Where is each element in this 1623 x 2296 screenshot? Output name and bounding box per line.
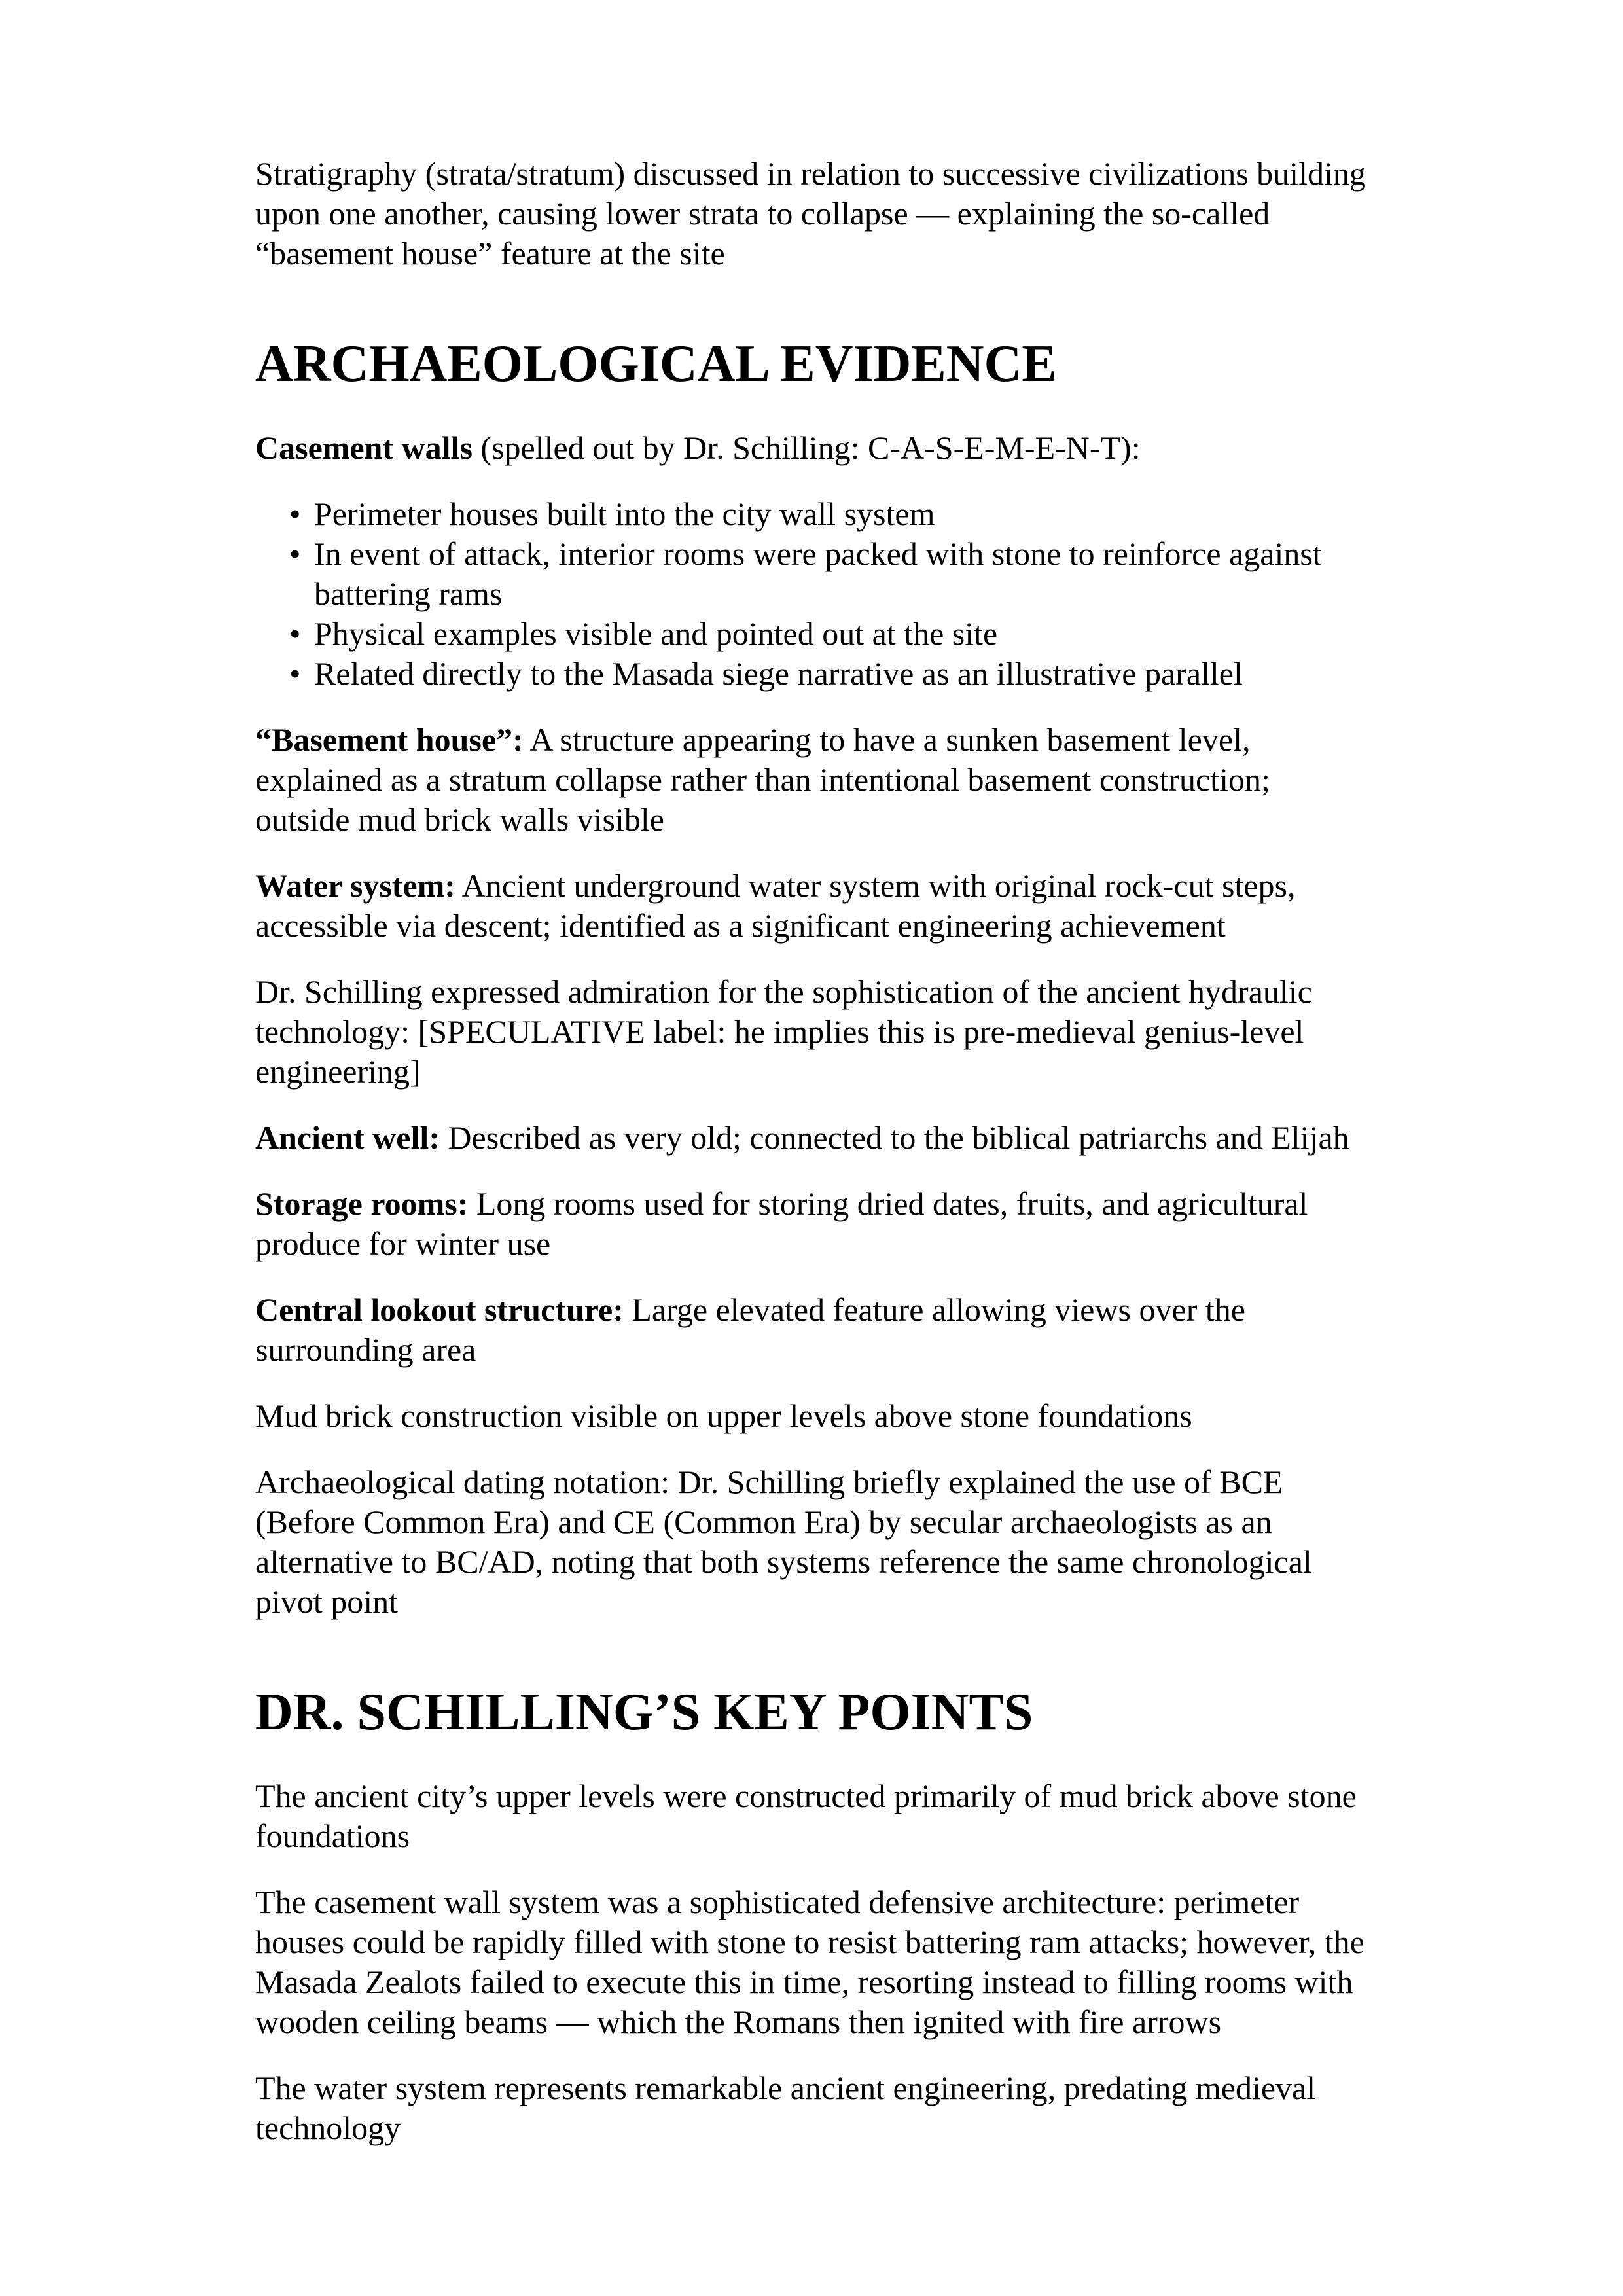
text-line [255,866,1368,906]
text-line [255,800,1368,840]
bold-run: Water system: [255,867,455,904]
text-run: Long rooms used for storing dried dates, fruits, and agricultural [468,1185,1308,1222]
text-run: In event of attack, interior rooms were packed with stone to reinforce against [314,535,1322,572]
text-run: Stratigraphy (strata/stratum) discussed in relation to successive civilizations building [255,155,1366,192]
text-run: alternative to BC/AD, noting that both systems reference the same chronological [255,1543,1312,1580]
text-run: “basement house” feature at the site [255,235,725,272]
text-run: Perimeter houses built into the city wall system [314,495,935,532]
list-item [314,534,1368,614]
text-run: (spelled out by Dr. Schilling: C-A-S-E-M-E-N-T): [472,429,1141,466]
bold-run: Casement walls [255,429,473,466]
text-line [255,1290,1368,1330]
text-line [255,1330,1368,1370]
text-line [255,1816,1368,1856]
text-line [255,1012,1368,1052]
text-line [255,1052,1368,1092]
paragraph [255,1462,1368,1622]
text-run: Related directly to the Masada siege narrative as an illustrative parallel [314,655,1243,692]
text-run: wooden ceiling beams — which the Romans then ignited with fire arrows [255,2003,1222,2040]
paragraph [255,1396,1368,1436]
text-line [255,1776,1368,1816]
text-line [255,234,1368,274]
text-run: Described as very old; connected to the biblical patriarchs and Elijah [439,1119,1349,1156]
text-run: produce for winter use [255,1225,551,1262]
text-run: upon one another, causing lower strata to collapse — explaining the so-called [255,195,1270,232]
text-run: The water system represents remarkable ancient engineering, predating medieval [255,2070,1316,2106]
text-line [255,194,1368,234]
text-line [314,494,1368,534]
section-heading: ARCHAEOLOGICAL EVIDENCE [255,335,1057,393]
text-line [314,614,1368,654]
text-line [255,1882,1368,1922]
text-run: technology: [SPECULATIVE label: he implies this is pre-medieval genius-level [255,1013,1304,1050]
text-line [314,574,1368,614]
text-run: Mud brick construction visible on upper levels above stone foundations [255,1397,1192,1434]
bullet-list [255,494,1368,694]
bold-run: Ancient well: [255,1119,440,1156]
text-run: pivot point [255,1583,399,1620]
paragraph [255,1118,1368,1158]
text-line [255,154,1368,194]
section-heading: DR. SCHILLING’S KEY POINTS [255,1683,1033,1741]
paragraph [255,1882,1368,2042]
text-run: Dr. Schilling expressed admiration for the sophistication of the ancient hydraulic [255,973,1312,1010]
text-run: houses could be rapidly filled with stone to resist battering ram attacks; however, the [255,1924,1364,1960]
text-line [255,1922,1368,1962]
text-run: outside mud brick walls visible [255,801,664,838]
text-line [255,428,1368,468]
bold-run: Storage rooms: [255,1185,469,1222]
text-line [255,2108,1368,2148]
text-run: The ancient city’s upper levels were constructed primarily of mud brick above stone [255,1778,1357,1814]
text-line [255,1224,1368,1264]
text-run: Masada Zealots failed to execute this in time, resorting instead to filling rooms with [255,1964,1353,2000]
paragraph [255,1184,1368,1264]
text-run: Archaeological dating notation: Dr. Schilling briefly explained the use of BCE [255,1463,1283,1500]
paragraph [255,154,1368,274]
text-line [255,760,1368,800]
text-run: battering rams [314,575,503,612]
text-line [255,1502,1368,1542]
text-line [255,1184,1368,1224]
text-line [255,906,1368,946]
paragraph [255,428,1368,468]
text-line [255,1962,1368,2002]
bold-run: Central lookout structure: [255,1291,624,1328]
paragraph [255,1290,1368,1370]
text-run: explained as a stratum collapse rather than intentional basement construction; [255,761,1270,798]
text-run: A structure appearing to have a sunken basement level, [523,721,1251,758]
text-run: Physical examples visible and pointed out at the site [314,615,998,652]
text-line [255,1462,1368,1502]
text-line [255,720,1368,760]
text-run: foundations [255,1818,410,1854]
document-body [255,154,1368,2148]
text-run: accessible via descent; identified as a significant engineering achievement [255,907,1226,944]
text-run: (Before Common Era) and CE (Common Era) by secular archaeologists as an [255,1503,1272,1540]
text-line [255,1118,1368,1158]
text-line [255,2002,1368,2042]
text-line [255,1582,1368,1622]
text-line [255,1396,1368,1436]
text-line [255,972,1368,1012]
text-run: Large elevated feature allowing views over the [623,1291,1245,1328]
text-run: engineering] [255,1053,421,1090]
text-line [255,2068,1368,2108]
paragraph [255,972,1368,1092]
text-run: The casement wall system was a sophisticated defensive architecture: perimeter [255,1884,1300,1920]
text-run: technology [255,2109,401,2146]
paragraph [255,866,1368,946]
text-line [314,534,1368,574]
text-line [255,1542,1368,1582]
text-run: Ancient underground water system with original rock-cut steps, [455,867,1296,904]
list-item [314,614,1368,654]
list-item [314,654,1368,694]
paragraph [255,1776,1368,1856]
bold-run: “Basement house”: [255,721,524,758]
paragraph [255,720,1368,840]
list-item [314,494,1368,534]
text-run: surrounding area [255,1331,476,1368]
text-line [314,654,1368,694]
paragraph [255,2068,1368,2148]
